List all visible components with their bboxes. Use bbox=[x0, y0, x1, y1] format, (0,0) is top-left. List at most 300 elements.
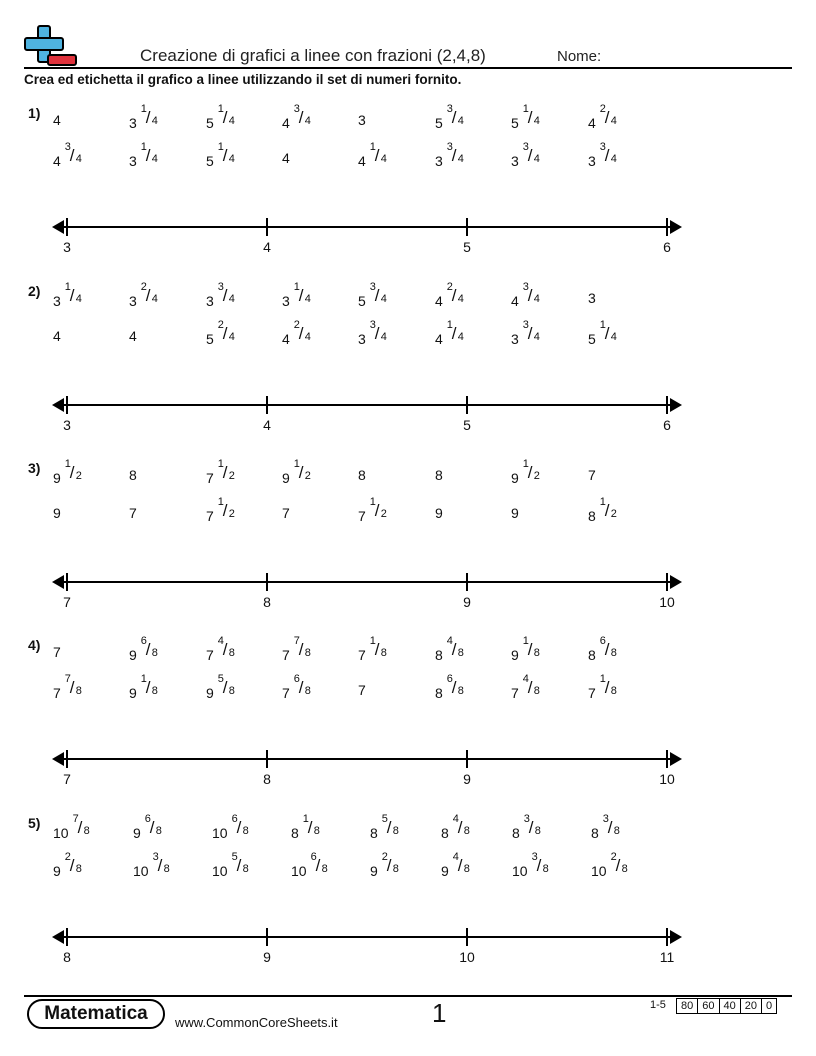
fraction-slash: / bbox=[298, 286, 304, 305]
number-value bbox=[511, 673, 541, 701]
number-value bbox=[591, 851, 629, 879]
page-number: 1 bbox=[432, 998, 447, 1028]
whole-part: 7 bbox=[588, 685, 596, 701]
fraction-slash: / bbox=[374, 501, 380, 520]
denominator: 4 bbox=[457, 293, 464, 305]
numerator: 1 bbox=[140, 141, 147, 153]
whole-part: 9 bbox=[206, 685, 214, 701]
denominator: 4 bbox=[457, 115, 464, 127]
numerator: 2 bbox=[599, 103, 606, 115]
numerator: 3 bbox=[599, 141, 606, 153]
number-value bbox=[588, 290, 596, 306]
denominator: 4 bbox=[304, 115, 311, 127]
problem-number: 2) bbox=[28, 283, 41, 299]
denominator: 4 bbox=[228, 153, 235, 165]
fraction-slash: / bbox=[528, 818, 534, 837]
number-value bbox=[206, 319, 236, 347]
denominator: 8 bbox=[621, 863, 628, 875]
number-value bbox=[358, 467, 366, 483]
fraction bbox=[217, 496, 236, 523]
numerator: 6 bbox=[140, 635, 147, 647]
denominator: 4 bbox=[151, 153, 158, 165]
score-cell: 60 bbox=[697, 999, 718, 1013]
whole-part: 8 bbox=[435, 647, 443, 663]
number-value bbox=[291, 813, 321, 841]
fraction-slash: / bbox=[222, 640, 228, 659]
number-value bbox=[53, 458, 83, 486]
denominator: 8 bbox=[463, 825, 470, 837]
denominator: 2 bbox=[533, 470, 540, 482]
whole-part: 9 bbox=[282, 470, 290, 486]
denominator: 2 bbox=[75, 470, 82, 482]
fraction bbox=[293, 319, 312, 346]
denominator: 4 bbox=[228, 331, 235, 343]
denominator: 2 bbox=[228, 508, 235, 520]
denominator: 2 bbox=[610, 508, 617, 520]
fraction-slash: / bbox=[145, 286, 151, 305]
fraction-slash: / bbox=[457, 818, 463, 837]
fraction-slash: / bbox=[451, 146, 457, 165]
denominator: 8 bbox=[534, 825, 541, 837]
tick-label: 3 bbox=[63, 239, 71, 255]
fraction-slash: / bbox=[607, 818, 613, 837]
number-value bbox=[358, 682, 366, 698]
number-value bbox=[206, 496, 236, 524]
fraction-slash: / bbox=[298, 324, 304, 343]
fraction bbox=[369, 281, 388, 308]
number-line bbox=[0, 567, 816, 597]
fraction-slash: / bbox=[157, 856, 163, 875]
right-arrow-icon bbox=[670, 398, 682, 412]
denominator: 4 bbox=[304, 293, 311, 305]
problem-3 bbox=[0, 460, 816, 638]
fraction bbox=[446, 319, 465, 346]
fraction bbox=[446, 281, 465, 308]
whole-part: 7 bbox=[282, 685, 290, 701]
numerator: 5 bbox=[217, 673, 224, 685]
denominator: 8 bbox=[392, 825, 399, 837]
fraction-slash: / bbox=[222, 678, 228, 697]
whole-part: 8 bbox=[291, 825, 299, 841]
denominator: 8 bbox=[533, 685, 540, 697]
denominator: 4 bbox=[228, 293, 235, 305]
numerator: 1 bbox=[522, 635, 529, 647]
number-value bbox=[129, 673, 159, 701]
left-arrow-icon bbox=[52, 398, 64, 412]
number-line bbox=[0, 744, 816, 774]
fraction-slash: / bbox=[307, 818, 313, 837]
denominator: 4 bbox=[533, 293, 540, 305]
whole-part: 9 bbox=[441, 863, 449, 879]
whole-part: 7 bbox=[358, 682, 366, 698]
score-range-label: 1-5 bbox=[650, 999, 666, 1011]
site-url: www.CommonCoreSheets.it bbox=[175, 1015, 338, 1030]
denominator: 8 bbox=[392, 863, 399, 875]
denominator: 8 bbox=[313, 825, 320, 837]
fraction-slash: / bbox=[527, 324, 533, 343]
denominator: 8 bbox=[542, 863, 549, 875]
whole-part: 3 bbox=[511, 153, 519, 169]
denominator: 4 bbox=[75, 153, 82, 165]
whole-part: 5 bbox=[206, 115, 214, 131]
numerator: 1 bbox=[217, 458, 224, 470]
number-line bbox=[0, 922, 816, 952]
number-value bbox=[435, 467, 443, 483]
whole-part: 4 bbox=[282, 331, 290, 347]
numerator: 4 bbox=[217, 635, 224, 647]
numerator: 1 bbox=[369, 141, 376, 153]
numerator: 7 bbox=[72, 813, 79, 825]
tick-label: 4 bbox=[263, 239, 271, 255]
numerator: 1 bbox=[293, 281, 300, 293]
number-value bbox=[129, 103, 159, 131]
number-value bbox=[206, 458, 236, 486]
fraction bbox=[599, 319, 618, 346]
whole-part: 4 bbox=[53, 112, 61, 128]
whole-part: 5 bbox=[206, 153, 214, 169]
numerator: 5 bbox=[231, 851, 238, 863]
fraction bbox=[522, 458, 541, 485]
denominator: 4 bbox=[533, 153, 540, 165]
fraction bbox=[310, 851, 329, 878]
fraction bbox=[217, 141, 236, 168]
number-value bbox=[282, 458, 312, 486]
fraction-slash: / bbox=[69, 463, 75, 482]
numerator: 3 bbox=[446, 103, 453, 115]
fraction bbox=[599, 635, 618, 662]
fraction bbox=[302, 813, 321, 840]
denominator: 8 bbox=[242, 863, 249, 875]
numerator: 3 bbox=[522, 141, 529, 153]
fraction-slash: / bbox=[604, 146, 610, 165]
fraction bbox=[599, 103, 618, 130]
numerator: 1 bbox=[522, 103, 529, 115]
number-value bbox=[358, 319, 388, 347]
whole-part: 3 bbox=[588, 290, 596, 306]
fraction bbox=[610, 851, 629, 878]
denominator: 2 bbox=[228, 470, 235, 482]
right-arrow-icon bbox=[670, 752, 682, 766]
whole-part: 8 bbox=[441, 825, 449, 841]
fraction-slash: / bbox=[298, 463, 304, 482]
fraction-slash: / bbox=[527, 463, 533, 482]
number-value bbox=[212, 813, 250, 841]
whole-part: 7 bbox=[511, 685, 519, 701]
numerator: 4 bbox=[452, 851, 459, 863]
fraction-slash: / bbox=[145, 108, 151, 127]
number-line bbox=[0, 212, 816, 242]
fraction-slash: / bbox=[236, 856, 242, 875]
fraction-slash: / bbox=[374, 324, 380, 343]
numerator: 6 bbox=[144, 813, 151, 825]
denominator: 4 bbox=[610, 331, 617, 343]
denominator: 8 bbox=[533, 647, 540, 659]
denominator: 4 bbox=[610, 115, 617, 127]
whole-part: 7 bbox=[206, 508, 214, 524]
number-value bbox=[358, 281, 388, 309]
number-value bbox=[53, 112, 61, 128]
number-value bbox=[511, 103, 541, 131]
fraction-slash: / bbox=[604, 678, 610, 697]
denominator: 4 bbox=[533, 331, 540, 343]
whole-part: 10 bbox=[212, 863, 228, 879]
problem-number: 5) bbox=[28, 815, 41, 831]
whole-part: 4 bbox=[435, 331, 443, 347]
whole-part: 7 bbox=[358, 647, 366, 663]
fraction bbox=[64, 458, 83, 485]
whole-part: 3 bbox=[435, 153, 443, 169]
whole-part: 4 bbox=[282, 150, 290, 166]
score-cell: 20 bbox=[740, 999, 761, 1013]
fraction bbox=[522, 635, 541, 662]
number-value bbox=[588, 496, 618, 524]
numerator: 1 bbox=[599, 319, 606, 331]
denominator: 4 bbox=[610, 153, 617, 165]
whole-part: 10 bbox=[512, 863, 528, 879]
fraction-slash: / bbox=[315, 856, 321, 875]
whole-part: 9 bbox=[129, 685, 137, 701]
whole-part: 7 bbox=[53, 644, 61, 660]
number-value bbox=[511, 319, 541, 347]
number-value bbox=[511, 635, 541, 663]
denominator: 8 bbox=[83, 825, 90, 837]
number-value bbox=[591, 813, 621, 841]
number-value bbox=[512, 851, 550, 879]
denominator: 2 bbox=[304, 470, 311, 482]
number-value bbox=[588, 319, 618, 347]
denominator: 8 bbox=[304, 647, 311, 659]
whole-part: 3 bbox=[206, 293, 214, 309]
denominator: 8 bbox=[75, 863, 82, 875]
fraction bbox=[531, 851, 550, 878]
numerator: 1 bbox=[217, 141, 224, 153]
number-value bbox=[435, 319, 465, 347]
fraction-slash: / bbox=[222, 146, 228, 165]
whole-part: 9 bbox=[53, 863, 61, 879]
fraction bbox=[64, 851, 83, 878]
numerator: 6 bbox=[446, 673, 453, 685]
whole-part: 4 bbox=[53, 328, 61, 344]
fraction-slash: / bbox=[527, 286, 533, 305]
number-value bbox=[511, 505, 519, 521]
math-logo-icon bbox=[22, 24, 80, 68]
whole-part: 9 bbox=[435, 505, 443, 521]
tick-label: 8 bbox=[63, 949, 71, 965]
fraction bbox=[522, 281, 541, 308]
number-value bbox=[133, 813, 163, 841]
fraction bbox=[231, 851, 250, 878]
left-arrow-icon bbox=[52, 752, 64, 766]
whole-part: 7 bbox=[206, 647, 214, 663]
fraction-slash: / bbox=[69, 678, 75, 697]
fraction bbox=[522, 319, 541, 346]
fraction-slash: / bbox=[615, 856, 621, 875]
header-divider bbox=[24, 67, 792, 69]
number-value bbox=[53, 505, 61, 521]
fraction-slash: / bbox=[527, 678, 533, 697]
denominator: 4 bbox=[151, 115, 158, 127]
number-line bbox=[0, 390, 816, 420]
numerator: 3 bbox=[523, 813, 530, 825]
tick-label: 8 bbox=[263, 771, 271, 787]
whole-part: 7 bbox=[358, 508, 366, 524]
whole-part: 4 bbox=[435, 293, 443, 309]
denominator: 8 bbox=[463, 863, 470, 875]
whole-part: 3 bbox=[358, 112, 366, 128]
problem-number: 3) bbox=[28, 460, 41, 476]
number-value bbox=[435, 281, 465, 309]
numerator: 1 bbox=[369, 635, 376, 647]
fraction-slash: / bbox=[298, 640, 304, 659]
denominator: 8 bbox=[304, 685, 311, 697]
fraction-slash: / bbox=[374, 640, 380, 659]
number-value bbox=[53, 851, 83, 879]
fraction-slash: / bbox=[604, 324, 610, 343]
numerator: 1 bbox=[446, 319, 453, 331]
number-value bbox=[206, 281, 236, 309]
fraction bbox=[64, 281, 83, 308]
numerator: 2 bbox=[217, 319, 224, 331]
whole-part: 8 bbox=[588, 508, 596, 524]
whole-part: 10 bbox=[291, 863, 307, 879]
whole-part: 5 bbox=[588, 331, 596, 347]
number-value bbox=[206, 141, 236, 169]
whole-part: 8 bbox=[129, 467, 137, 483]
fraction bbox=[599, 673, 618, 700]
fraction bbox=[64, 673, 83, 700]
whole-part: 9 bbox=[53, 505, 61, 521]
number-value bbox=[511, 458, 541, 486]
number-value bbox=[206, 103, 236, 131]
numerator: 2 bbox=[64, 851, 71, 863]
whole-part: 3 bbox=[511, 331, 519, 347]
numerator: 1 bbox=[64, 281, 71, 293]
denominator: 8 bbox=[610, 647, 617, 659]
numerator: 7 bbox=[293, 635, 300, 647]
tick-label: 6 bbox=[663, 417, 671, 433]
right-arrow-icon bbox=[670, 930, 682, 944]
page-title: Creazione di grafici a linee con frazioni (2,4,8) bbox=[140, 46, 486, 65]
fraction bbox=[369, 141, 388, 168]
fraction bbox=[217, 673, 236, 700]
denominator: 8 bbox=[151, 685, 158, 697]
left-arrow-icon bbox=[52, 220, 64, 234]
fraction-slash: / bbox=[236, 818, 242, 837]
tick-label: 7 bbox=[63, 594, 71, 610]
whole-part: 10 bbox=[53, 825, 69, 841]
fraction-slash: / bbox=[222, 501, 228, 520]
number-value bbox=[206, 673, 236, 701]
numerator: 6 bbox=[599, 635, 606, 647]
number-value bbox=[370, 851, 400, 879]
whole-part: 4 bbox=[358, 153, 366, 169]
whole-part: 8 bbox=[512, 825, 520, 841]
fraction bbox=[381, 813, 400, 840]
denominator: 4 bbox=[380, 153, 387, 165]
fraction-slash: / bbox=[604, 108, 610, 127]
number-value bbox=[129, 328, 137, 344]
denominator: 8 bbox=[321, 863, 328, 875]
whole-part: 9 bbox=[133, 825, 141, 841]
fraction bbox=[293, 103, 312, 130]
whole-part: 4 bbox=[53, 153, 61, 169]
numerator: 1 bbox=[369, 496, 376, 508]
whole-part: 3 bbox=[129, 293, 137, 309]
fraction-slash: / bbox=[69, 856, 75, 875]
number-value bbox=[511, 141, 541, 169]
fraction-slash: / bbox=[604, 640, 610, 659]
number-value bbox=[53, 644, 61, 660]
whole-part: 5 bbox=[358, 293, 366, 309]
numerator: 3 bbox=[602, 813, 609, 825]
number-value bbox=[129, 281, 159, 309]
fraction bbox=[293, 458, 312, 485]
numerator: 4 bbox=[522, 673, 529, 685]
fraction-slash: / bbox=[298, 678, 304, 697]
fraction-slash: / bbox=[386, 856, 392, 875]
fraction bbox=[446, 673, 465, 700]
whole-part: 4 bbox=[511, 293, 519, 309]
denominator: 8 bbox=[457, 647, 464, 659]
tick-label: 7 bbox=[63, 771, 71, 787]
number-value bbox=[358, 496, 388, 524]
fraction-slash: / bbox=[451, 324, 457, 343]
number-value bbox=[129, 141, 159, 169]
problem-5 bbox=[0, 815, 816, 993]
fraction bbox=[369, 635, 388, 662]
numerator: 3 bbox=[369, 319, 376, 331]
numerator: 7 bbox=[64, 673, 71, 685]
number-value bbox=[435, 141, 465, 169]
tick-label: 9 bbox=[263, 949, 271, 965]
number-value bbox=[588, 103, 618, 131]
fraction bbox=[217, 103, 236, 130]
tick-label: 3 bbox=[63, 417, 71, 433]
number-value bbox=[282, 319, 312, 347]
whole-part: 9 bbox=[511, 470, 519, 486]
number-value bbox=[282, 635, 312, 663]
whole-part: 5 bbox=[206, 331, 214, 347]
tick-label: 10 bbox=[659, 594, 675, 610]
fraction-slash: / bbox=[374, 146, 380, 165]
number-value bbox=[53, 328, 61, 344]
score-cell: 40 bbox=[719, 999, 740, 1013]
whole-part: 7 bbox=[282, 647, 290, 663]
whole-part: 3 bbox=[358, 331, 366, 347]
numerator: 6 bbox=[293, 673, 300, 685]
tick-label: 11 bbox=[659, 949, 675, 965]
denominator: 8 bbox=[155, 825, 162, 837]
number-value bbox=[53, 141, 83, 169]
number-value bbox=[129, 467, 137, 483]
right-arrow-icon bbox=[670, 220, 682, 234]
number-value bbox=[53, 673, 83, 701]
fraction bbox=[602, 813, 621, 840]
number-value bbox=[282, 150, 290, 166]
fraction-slash: / bbox=[69, 146, 75, 165]
fraction-slash: / bbox=[374, 286, 380, 305]
denominator: 4 bbox=[228, 115, 235, 127]
numerator: 2 bbox=[140, 281, 147, 293]
fraction-slash: / bbox=[77, 818, 83, 837]
fraction bbox=[522, 141, 541, 168]
whole-part: 3 bbox=[129, 153, 137, 169]
number-value bbox=[291, 851, 329, 879]
whole-part: 8 bbox=[435, 467, 443, 483]
fraction-slash: / bbox=[222, 463, 228, 482]
fraction-slash: / bbox=[451, 108, 457, 127]
fraction bbox=[217, 458, 236, 485]
